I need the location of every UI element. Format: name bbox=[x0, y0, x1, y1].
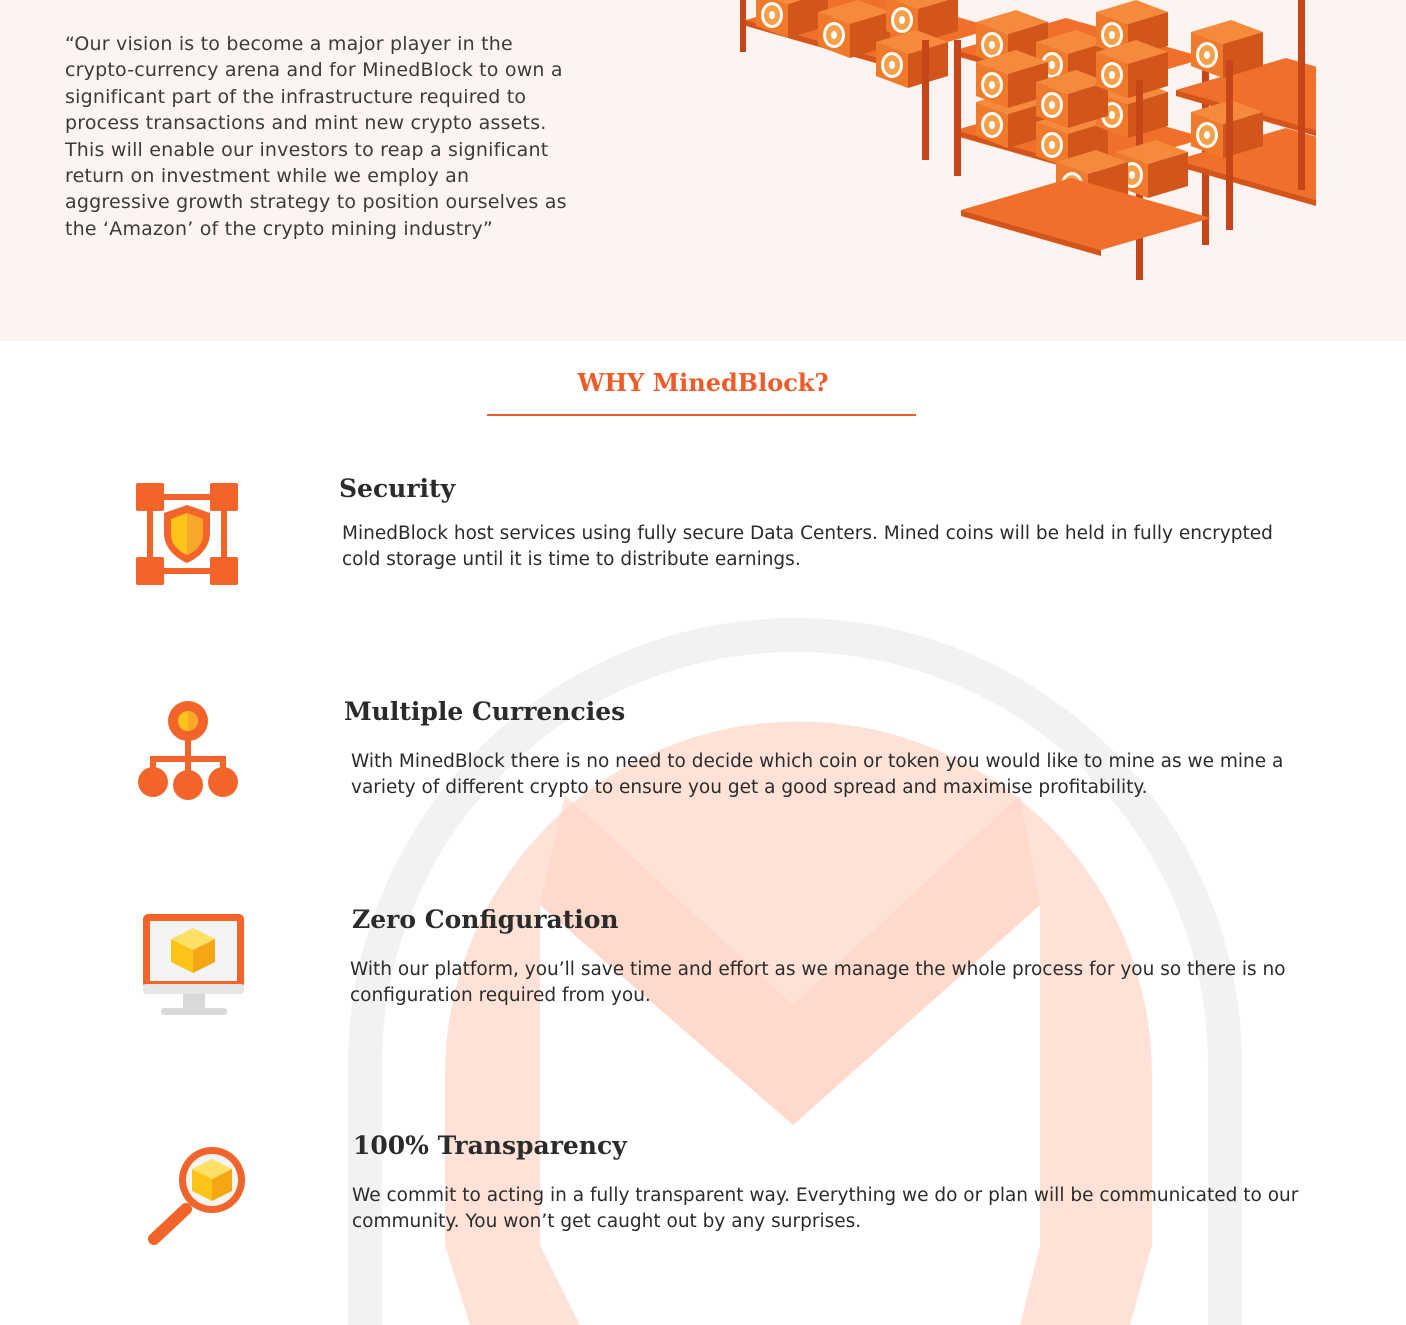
vision-quote: “Our vision is to become a major player in the crypto-currency arena and for MinedBlock to own a significant part of the infrastructure required to process transactions and mint new crypto assets. This will enable our investors to reap a significant return on investment while we employ an aggressive growth strategy to position ourselves as the ‘Amazon’ of the crypto mining industry” bbox=[65, 33, 567, 240]
why-minedblock-heading: WHY MinedBlock? bbox=[577, 368, 829, 397]
hero-section bbox=[0, 0, 1406, 341]
feature-title-zero-configuration: Zero Configuration bbox=[352, 905, 619, 934]
heading-underline bbox=[487, 414, 916, 416]
magnifier-cube-icon bbox=[146, 1145, 250, 1247]
feature-description-security: MinedBlock host services using fully secure Data Centers. Mined coins will be held in fully encrypted cold storage until it is time to distribute earnings. bbox=[342, 523, 1273, 570]
feature-title-multiple-currencies: Multiple Currencies bbox=[344, 697, 626, 726]
mining-rig-racks-illustration bbox=[736, 0, 1316, 290]
feature-title-security: Security bbox=[339, 474, 456, 503]
feature-description-transparency: We commit to acting in a fully transparent way. Everything we do or plan will be communicated to our community. You won’t get caught out by any surprises. bbox=[352, 1185, 1299, 1232]
feature-description-zero-configuration: With our platform, you’ll save time and effort as we manage the whole process for you so there is no configuration required from you. bbox=[350, 959, 1286, 1006]
shield-network-icon bbox=[136, 483, 238, 585]
feature-description-multiple-currencies: With MinedBlock there is no need to decide which coin or token you would like to mine as we mine a variety of different crypto to ensure you get a good spread and maximise profitability. bbox=[351, 751, 1284, 798]
monitor-cube-icon bbox=[143, 914, 245, 1016]
hierarchy-network-icon bbox=[137, 701, 239, 803]
feature-title-transparency: 100% Transparency bbox=[353, 1131, 627, 1160]
